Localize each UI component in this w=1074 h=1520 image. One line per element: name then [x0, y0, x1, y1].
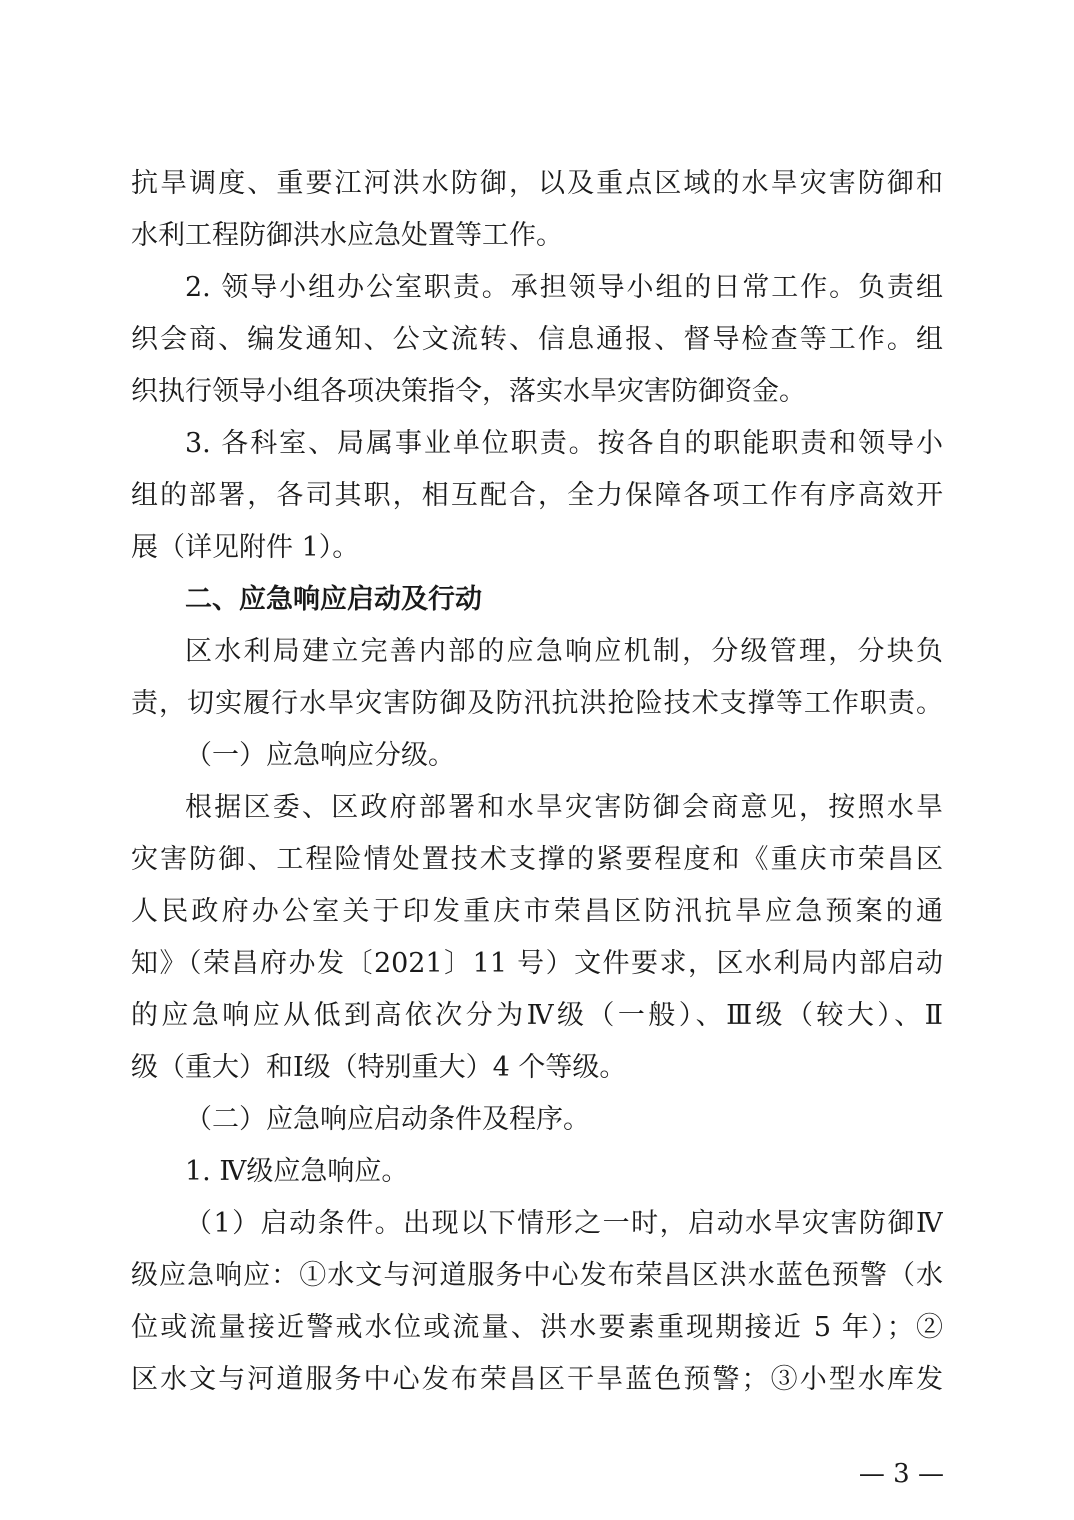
body-text-line: 抗旱调度、重要江河洪水防御，以及重点区域的水旱灾害防御和	[131, 168, 943, 199]
body-text-line: 位或流量接近警戒水位或流量、洪水要素重现期接近 5 年）；②	[131, 1312, 943, 1343]
body-text-line: 级应急响应：①水文与河道服务中心发布荣昌区洪水蓝色预警（水	[131, 1260, 943, 1291]
body-text-line: 织执行领导小组各项决策指令，落实水旱灾害防御资金。	[131, 376, 806, 407]
body-text-line: 知》（荣昌府办发〔2021〕11 号）文件要求，区水利局内部启动	[131, 948, 943, 979]
body-text-line: 2. 领导小组办公室职责。承担领导小组的日常工作。负责组	[185, 272, 943, 303]
section-heading: 二、应急响应启动及行动	[185, 584, 482, 615]
body-text-line: 区水文与河道服务中心发布荣昌区干旱蓝色预警；③小型水库发	[131, 1364, 943, 1395]
body-text-line: 灾害防御、工程险情处置技术支撑的紧要程度和《重庆市荣昌区	[131, 844, 943, 875]
subsection-heading: （二）应急响应启动条件及程序。	[185, 1104, 590, 1135]
page-number: — 3 —	[858, 1459, 944, 1489]
body-text-line: 织会商、编发通知、公文流转、信息通报、督导检查等工作。组	[131, 324, 943, 355]
body-text-line: 组的部署，各司其职，相互配合，全力保障各项工作有序高效开	[131, 480, 943, 511]
body-text-line: 水利工程防御洪水应急处置等工作。	[131, 220, 563, 251]
body-text-line: 展（详见附件 1）。	[131, 532, 360, 563]
body-text-line: 的应急响应从低到高依次分为Ⅳ级（一般）、Ⅲ级（较大）、Ⅱ	[131, 1000, 943, 1031]
body-text-line: 3. 各科室、局属事业单位职责。按各自的职能职责和领导小	[185, 428, 943, 459]
body-text-line: 级（重大）和Ⅰ级（特别重大）4 个等级。	[131, 1052, 627, 1083]
body-text-line: 1. Ⅳ级应急响应。	[185, 1156, 409, 1187]
body-text-line: （1）启动条件。出现以下情形之一时，启动水旱灾害防御Ⅳ	[185, 1208, 943, 1239]
body-text-line: 责，切实履行水旱灾害防御及防汛抗洪抢险技术支撑等工作职责。	[131, 688, 943, 719]
body-text-line: 区水利局建立完善内部的应急响应机制，分级管理，分块负	[185, 636, 943, 667]
body-text-line: 根据区委、区政府部署和水旱灾害防御会商意见，按照水旱	[185, 792, 943, 823]
subsection-heading: （一）应急响应分级。	[185, 740, 455, 771]
body-text-line: 人民政府办公室关于印发重庆市荣昌区防汛抗旱应急预案的通	[131, 896, 943, 927]
